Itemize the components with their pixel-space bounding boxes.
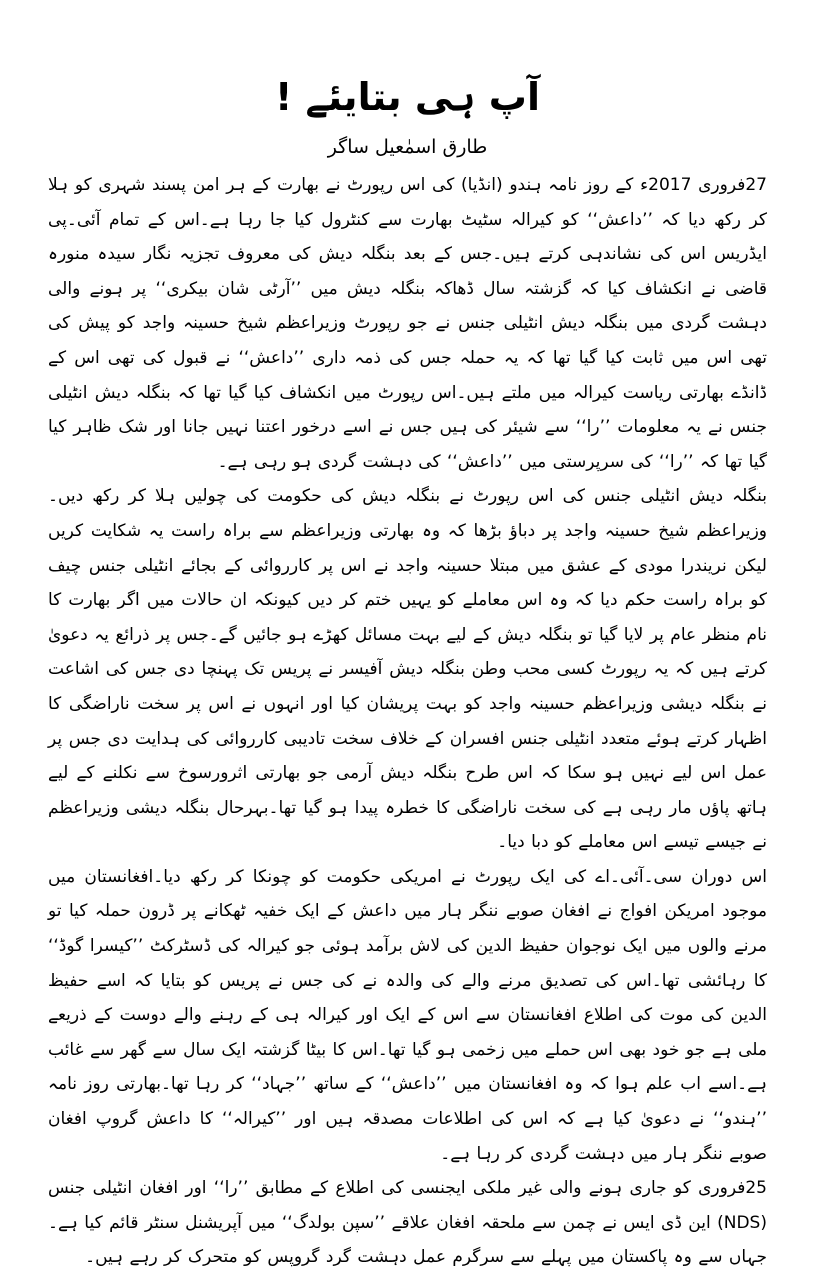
paragraph: اس دوران سی۔آئی۔اے کی ایک رپورٹ نے امریکی حکومت کو چونکا کر رکھ دیا۔افغانستان میں موجود امریکن افواج نے افغان صوبے ننگر ہار میں داعش کے ایک خفیہ ٹھکانے پر ڈرون حملہ کیا تو مرنے والوں میں ایک نوجوان حفیظ الدین کی لاش برآمد ہوئی جو کیرالہ کی ڈسٹرکٹ ’’کیسرا گوڈ‘‘ کا رہائشی تھا۔اس کی تصدیق مرنے والے کی والدہ نے کی جس نے پریس کو بتایا کہ اسے حفیظ الدین کی موت کی اطلاع افغانستان سے اس کے ایک اور کیرالہ ہی کے رہنے والے دوست کے ذریعے ملی ہے جو خود بھی اس حملے میں زخمی ہو گیا تھا۔اس کا بیٹا گزشتہ ایک سال سے گھر سے غائب ہے۔اسے اب علم ہوا کہ وہ افغانستان میں ’’داعش‘‘ کے ساتھ ’’جہاد‘‘ کر رہا تھا۔بھارتی روز نامہ ’’ہندو‘‘ نے دعویٰ کیا ہے کہ اس کی اطلاعات مصدقہ ہیں اور ’’کیرالہ‘‘ کا داعش گروپ افغان صوبے ننگر ہار میں دہشت گردی کر رہا ہے۔: [48, 866, 767, 1164]
paragraph: 25فروری کو جاری ہونے والی غیر ملکی ایجنسی کی اطلاع کے مطابق ’’را‘‘ اور افغان انٹیلی جنس (NDS) این ڈی ایس نے چمن سے ملحقہ افغان علاقے ’’سپن بولدگ‘‘ میں آپریشنل سنٹر قائم کیا ہے۔جہاں سے وہ پاکستان میں پہلے سے سرگرم عمل دہشت گرد گروپس کو متحرک کر رہے ہیں۔: [48, 1178, 767, 1268]
paragraph: 27فروری 2017ء کے روز نامہ ہندو (انڈیا) کی اس رپورٹ نے بھارت کے ہر امن پسند شہری کو ہلا کر رکھ دیا کہ ’’داعش‘‘ کو کیرالہ سٹیٹ بھارت سے کنٹرول کیا جا رہا ہے۔اس کے تمام آئی۔پی ایڈریس اس کی نشاندہی کرتے ہیں۔جس کے بعد بنگلہ دیش کی معروف تجزیہ نگار سیدہ منورہ قاضی نے انکشاف کیا کہ گزشتہ سال ڈھاکہ بنگلہ دیش میں ’’آرٹی شان بیکری‘‘ پر ہونے والی دہشت گردی میں بنگلہ دیش انٹیلی جنس نے جو رپورٹ وزیراعظم شیخ حسینہ واجد کو پیش کی تھی اس میں ثابت کیا گیا تھا کہ یہ حملہ جس کی ذمہ داری ’’داعش‘‘ نے قبول کی تھی اس کے ڈانڈے بھارتی ریاست کیرالہ میں ملتے ہیں۔اس رپورٹ میں انکشاف کیا گیا تھا کہ بنگلہ دیش انٹیلی جنس نے یہ معلومات ’’را‘‘ سے شیئر کی ہیں جس نے اسے درخور اعتنا نہیں جانا اور شک ظاہر کیا گیا تھا کہ ’’را‘‘ کی سرپرستی میں ’’داعش‘‘ کی دہشت گردی ہو رہی ہے۔: [48, 175, 767, 472]
article-title: آپ ہی بتایئے !: [274, 75, 541, 119]
article-author: طارق اسمٰعیل ساگر: [327, 136, 488, 158]
paragraph: بنگلہ دیش انٹیلی جنس کی اس رپورٹ نے بنگلہ دیش کی حکومت کی چولیں ہلا کر رکھ دیں۔وزیراعظم شیخ حسینہ واجد پر دباؤ بڑھا کہ وہ بھارتی وزیراعظم سے براہ راست یہ شکایت کریں لیکن نریندرا مودی کے عشق میں مبتلا حسینہ واجد نے اس پر کارروائی کے بجائے انٹیلی جنس چیف کو براہ راست حکم دیا کہ وہ اس معاملے کو یہیں ختم کر دیں کیونکہ ان حالات میں اگر بھارت کا نام منظر عام پر لایا گیا تو بنگلہ دیش کے لیے بہت مسائل کھڑے ہو جائیں گے۔جس پر ذرائع یہ دعویٰ کرتے ہیں کہ یہ رپورٹ کسی محب وطن بنگلہ دیش آفیسر نے پریس تک پہنچا دی جس کی اشاعت نے بنگلہ دیشی وزیراعظم حسینہ واجد کو بہت پریشان کیا اور انہوں نے اس پر سخت ناراضگی کا اظہار کرتے ہوئے متعدد انٹیلی جنس افسران کے خلاف سخت تادیبی کارروائی کی ہدایت دی جس پر عمل اس لیے نہیں ہو سکا کہ اس طرح بنگلہ دیش آرمی جو بھارتی اثرورسوخ سے نکلنے کے لیے ہاتھ پاؤں مار رہی ہے کی سخت ناراضگی کا خطرہ پیدا ہو گیا تھا۔بہرحال بنگلہ دیشی وزیراعظم نے جیسے تیسے اس معاملے کو دبا دیا۔: [48, 486, 767, 853]
